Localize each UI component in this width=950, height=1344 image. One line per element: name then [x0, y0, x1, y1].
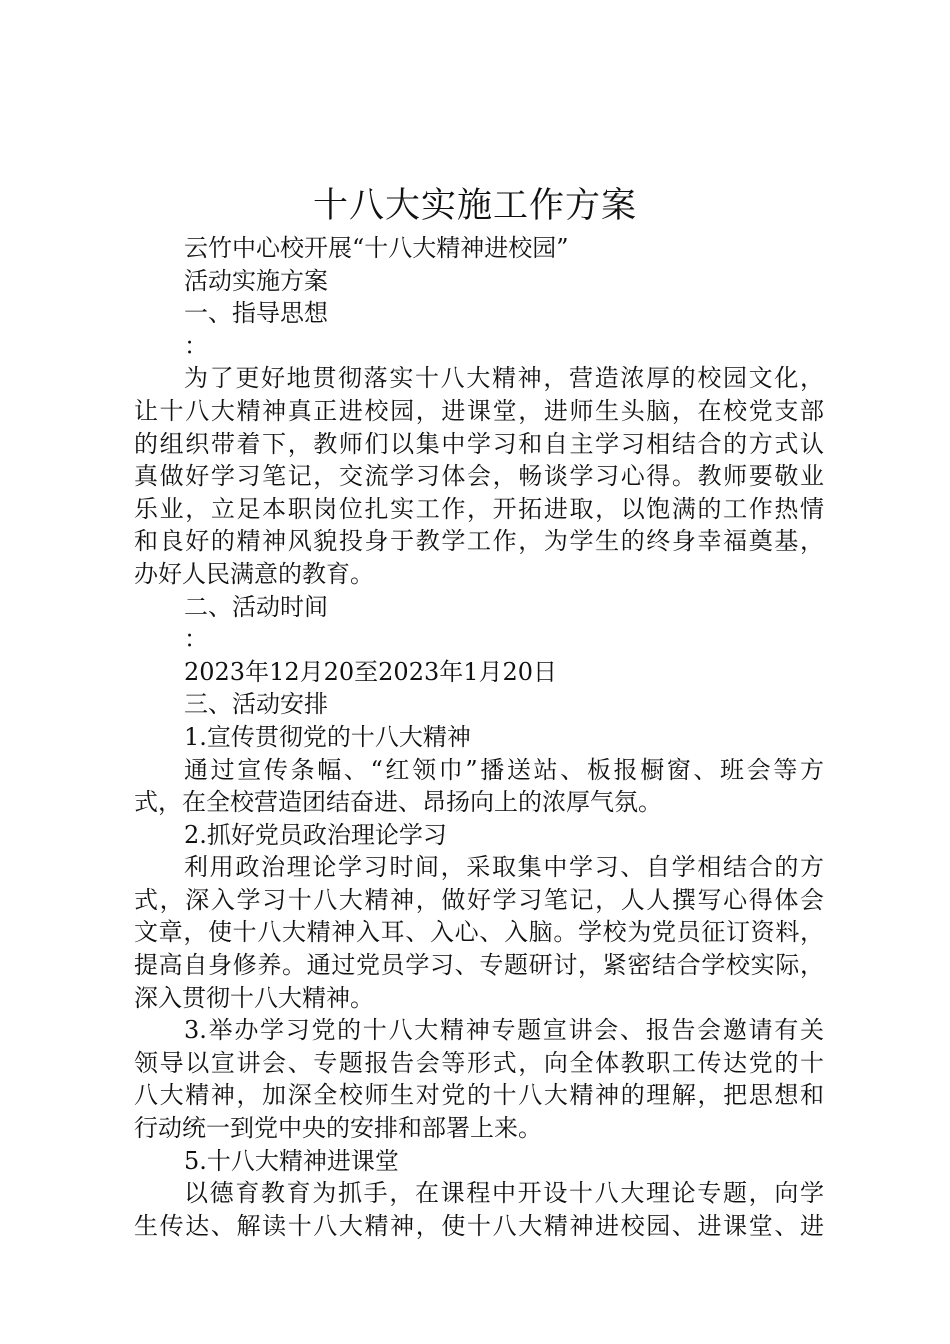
paragraph-line: 以德育教育为抓手，在课程中开设十八大理论专题，向学 — [184, 1179, 824, 1208]
paragraph-line: 深入贯彻十八大精神。 — [134, 983, 374, 1012]
paragraph-line: 乐业，立足本职岗位扎实工作，开拓进取，以饱满的工作热情 — [134, 494, 824, 523]
paragraph-line: 让十八大精神真正进校园，进课堂，进师生头脑，在校党支部 — [134, 396, 824, 425]
paragraph-line: 三、活动安排 — [184, 690, 328, 719]
document-title: 十八大实施工作方案 — [312, 186, 637, 226]
paragraph-line: 真做好学习笔记，交流学习体会，畅谈学习心得。教师要敬业 — [134, 462, 824, 491]
paragraph-line: 云竹中心校开展“十八大精神进校园” — [184, 234, 569, 262]
paragraph-line: 二、活动时间 — [184, 592, 328, 621]
paragraph-line: 八大精神，加深全校师生对党的十八大精神的理解，把思想和 — [134, 1081, 824, 1110]
paragraph-line: 1.宣传贯彻党的十八大精神 — [184, 722, 471, 751]
paragraph-line: 2.抓好党员政治理论学习 — [184, 820, 447, 849]
paragraph-line: 和良好的精神风貌投身于教学工作，为学生的终身幸福奠基， — [134, 527, 824, 556]
paragraph-line: 式，在全校营造团结奋进、昂扬向上的浓厚气氛。 — [134, 788, 662, 817]
paragraph-line: 利用政治理论学习时间，采取集中学习、自学相结合的方 — [184, 853, 824, 882]
paragraph-line: 式，深入学习十八大精神，做好学习笔记，人人撰写心得体会 — [134, 885, 824, 914]
paragraph-line: 活动实施方案 — [184, 266, 328, 295]
paragraph-line: 一、指导思想 — [184, 299, 328, 328]
paragraph-line: 领导以宣讲会、专题报告会等形式，向全体教职工传达党的十 — [134, 1048, 824, 1077]
paragraph-line: 2023年12月20至2023年1月20日 — [184, 657, 558, 686]
paragraph-line: ： — [184, 331, 208, 360]
paragraph-line: 5.十八大精神进课堂 — [184, 1146, 399, 1175]
paragraph-line: 提高自身修养。通过党员学习、专题研讨，紧密结合学校实际， — [134, 951, 824, 980]
paragraph-line: 的组织带着下，教师们以集中学习和自主学习相结合的方式认 — [134, 429, 824, 458]
paragraph-line: 文章，使十八大精神入耳、入心、入脑。学校为党员征订资料， — [134, 918, 824, 947]
paragraph-line: 生传达、解读十八大精神，使十八大精神进校园、进课堂、进 — [134, 1211, 824, 1240]
paragraph-line: 办好人民满意的教育。 — [134, 559, 374, 588]
paragraph-line: 通过宣传条幅、“红领巾”播送站、板报橱窗、班会等方 — [184, 755, 824, 784]
paragraph-line: 为了更好地贯彻落实十八大精神，营造浓厚的校园文化， — [184, 364, 824, 393]
paragraph-line: 3.举办学习党的十八大精神专题宣讲会、报告会邀请有关 — [184, 1016, 824, 1045]
paragraph-line: 行动统一到党中央的安排和部署上来。 — [134, 1114, 542, 1143]
document-body — [134, 232, 824, 1242]
paragraph-line: ： — [184, 625, 208, 654]
